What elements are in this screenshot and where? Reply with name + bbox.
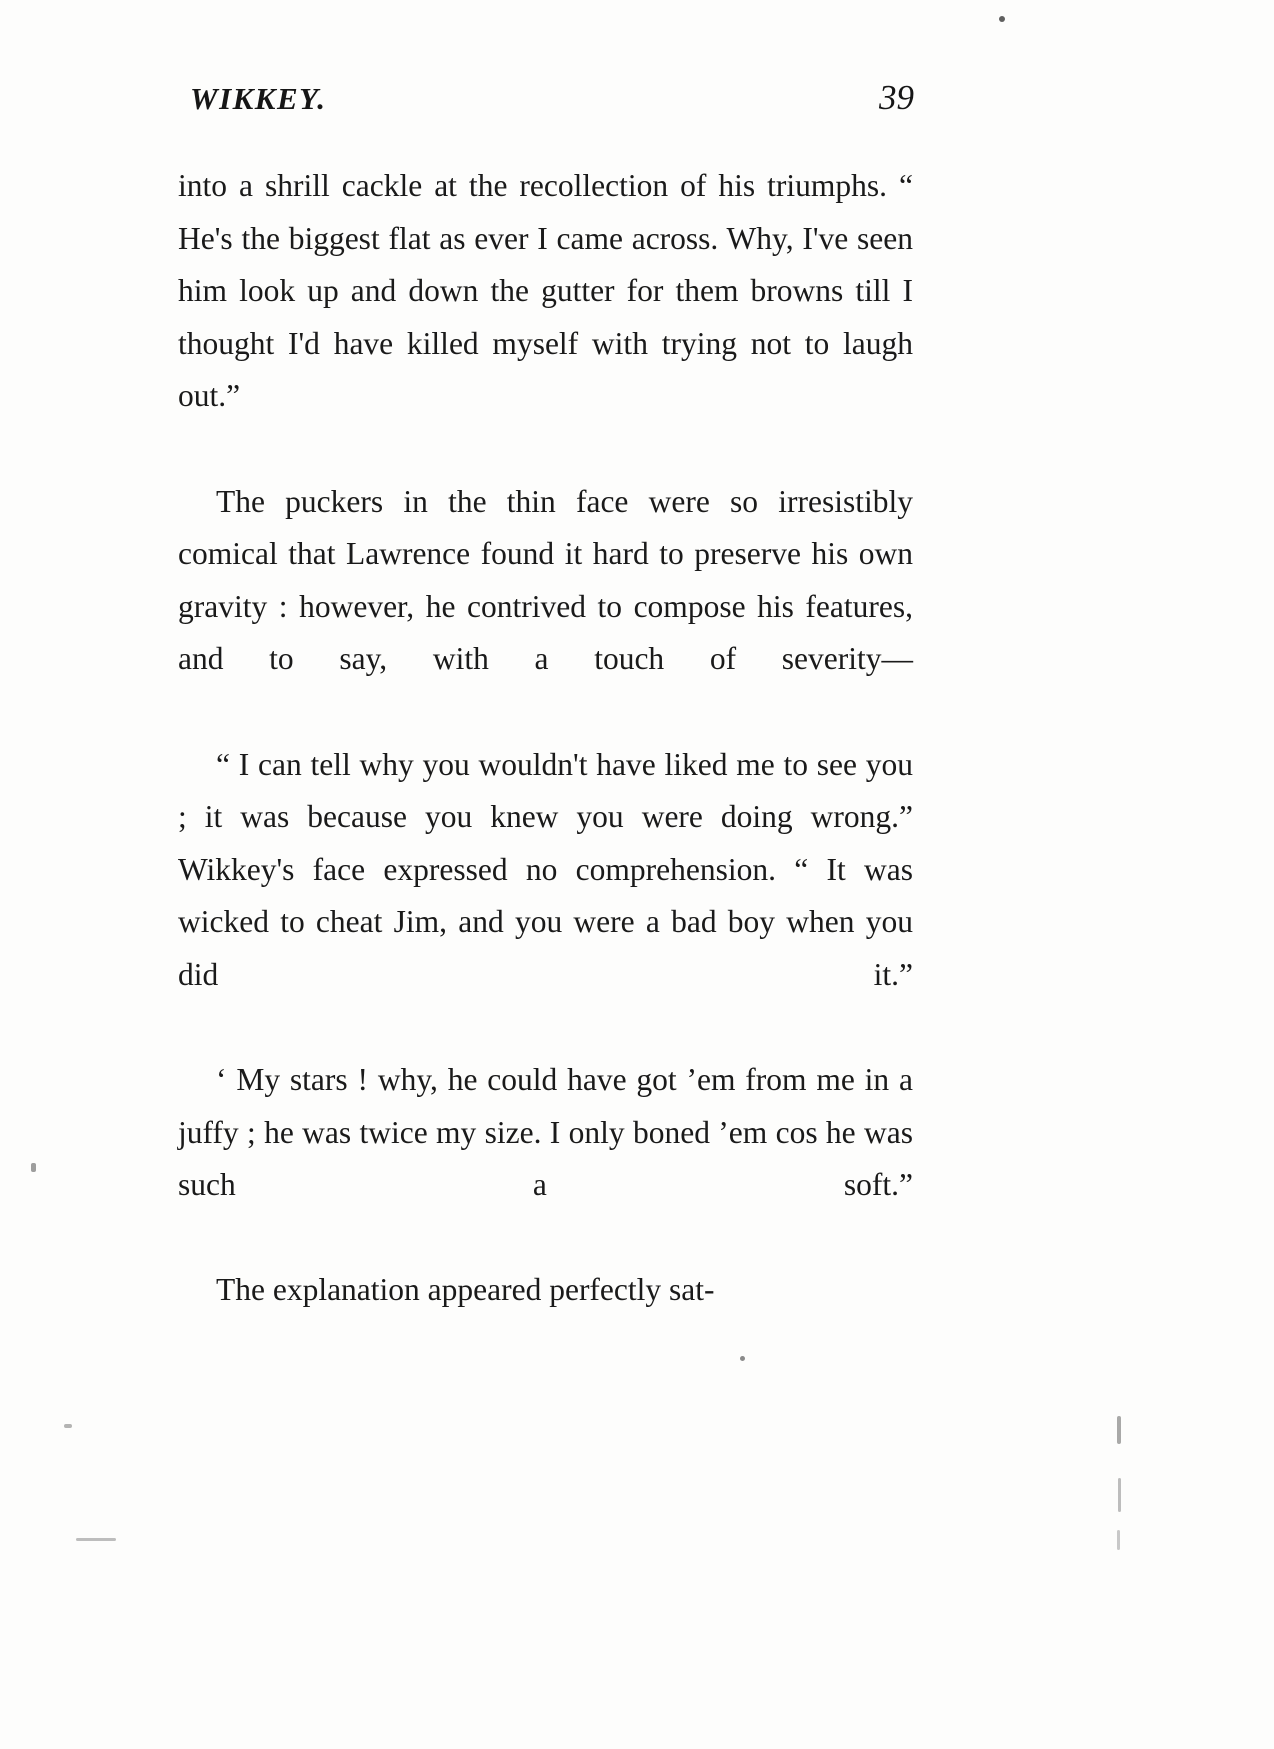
scan-speck-icon bbox=[31, 1163, 36, 1172]
scan-speck-icon bbox=[1118, 1478, 1121, 1512]
page-number: 39 bbox=[879, 78, 914, 117]
scan-speck-icon bbox=[1117, 1530, 1120, 1550]
paragraph: into a shrill cackle at the recollection of his triumphs. “ He's the biggest flat as ever I came across. Why, I've seen him look up and down the gutter for them browns till I thought I'd have killed myself with trying not to laugh out.” bbox=[178, 168, 913, 414]
paragraph: The explanation appeared perfectly sat- bbox=[216, 1272, 715, 1308]
scan-speck-icon bbox=[740, 1356, 745, 1361]
page-body bbox=[178, 160, 913, 1317]
running-title: WIKKEY. bbox=[190, 81, 327, 116]
scan-speck-icon bbox=[76, 1538, 116, 1541]
scan-speck-icon bbox=[1117, 1416, 1121, 1444]
scan-speck-icon bbox=[64, 1424, 72, 1428]
scan-speck-icon bbox=[999, 16, 1005, 22]
paragraph: “ I can tell why you wouldn't have liked me to see you ; it was because you knew you were doing wrong.” Wikkey's face expressed no comprehension. “ It was wicked to cheat Jim, and you were a bad boy when you did it.” bbox=[178, 746, 913, 992]
paragraph: The puckers in the thin face were so irresistibly comical that Lawrence found it hard to preserve his own gravity : however, he contrived to compose his features, and to say, with a touch of severity— bbox=[178, 483, 913, 677]
paragraph: ‘ My stars ! why, he could have got ’em from me in a juffy ; he was twice my size. I only boned ’em cos he was such a soft.” bbox=[178, 1062, 913, 1203]
page-header bbox=[190, 78, 920, 118]
